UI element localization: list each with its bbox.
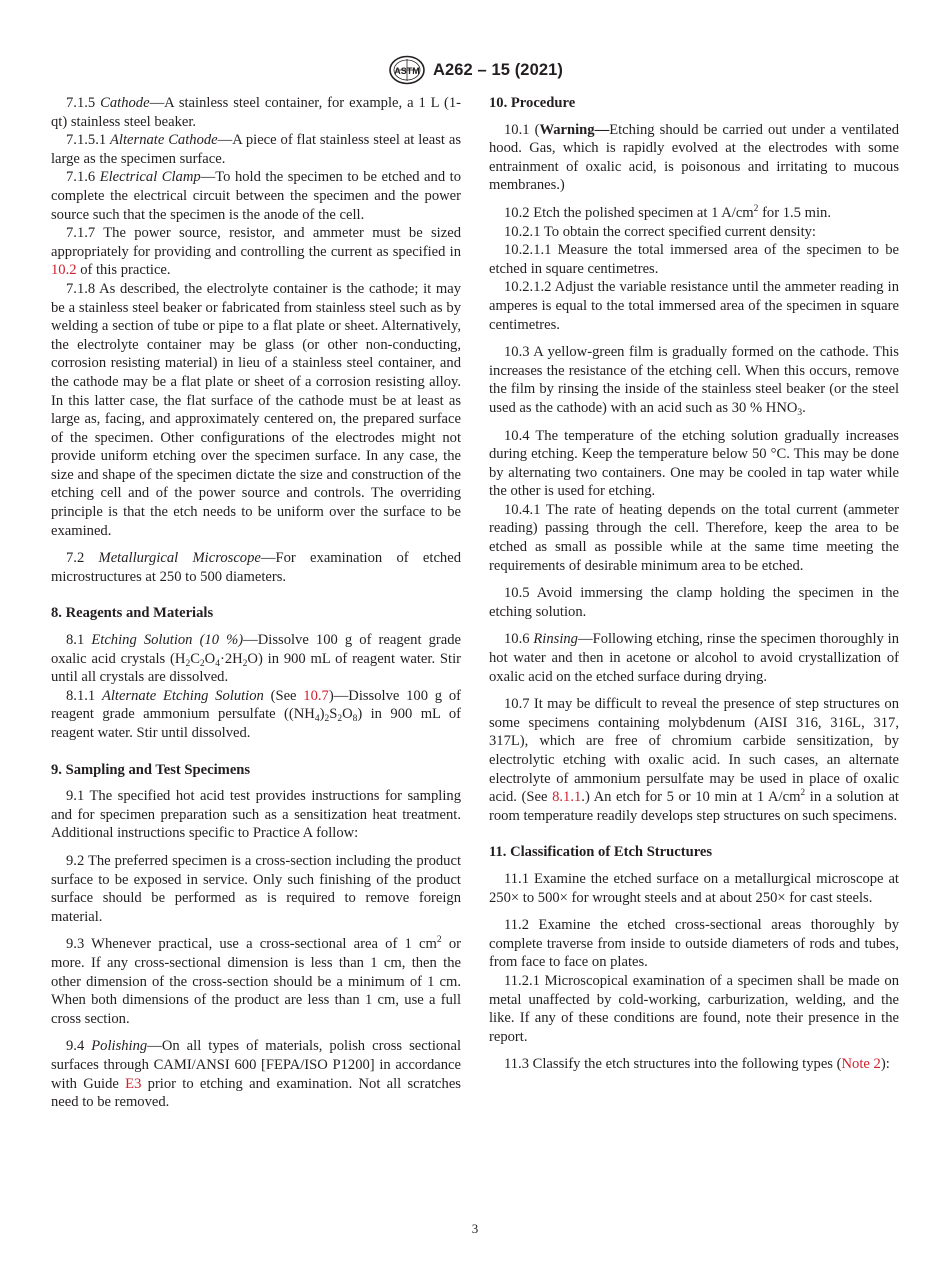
para-11-2: 11.2 Examine the etched cross-sectional areas thoroughly by complete traverse from inside to outside diameters of rods and tubes, from face to face on plates. [489, 917, 899, 971]
link-8-1-1[interactable]: 8.1.1 [552, 789, 582, 806]
page-number: 3 [471, 1221, 479, 1236]
para-10-2-1-2: 10.2.1.2 Adjust the variable resistance until the ammeter reading in amperes is equal to the total immersed area of the specimen in square centimetres. [489, 279, 899, 333]
section-9-heading: 9. Sampling and Test Specimens [51, 761, 251, 778]
section-8-heading: 8. Reagents and Materials [51, 605, 214, 622]
link-10-7[interactable]: 10.7 [303, 687, 329, 704]
para-7-1-6: 7.1.6 Electrical Clamp—To hold the specimen to be etched and to complete the electrical circuit between the specimen and the power source such that the specimen is the anode of the cell. [51, 169, 461, 223]
para-7-1-8: 7.1.8 As described, the electrolyte container is the cathode; it may be a stainless steel beaker or fabricated from stainless steel such as by welding a section of tube or pipe to a flat plate or sheet. Alternatively, the electrolyte container may be glass (or other non-conducting, corrosion resisting material) in lieu of a stainless steel container, and the cathode may be a flat plate or sheet of a corrosion resisting alloy. In this latter case, the flat surface of the cathode must be at least as large as, facing, and approximately centered on, the prepared surface of the specimen. Other configurations of the electrodes might not provide uniform etching over the specimen surface. In any case, the size and shape of the specimen dictate the size and construction of the etching cell and of the power source and controls. The overriding principle is that the etch needs to be uniform over the surface to be examined. [51, 280, 461, 539]
link-note-2[interactable]: Note 2 [841, 1056, 881, 1073]
para-7-1-7: 7.1.7 The power source, resistor, and ammeter must be sized appropriately for providing and controlling the current as specified in 10.2 of this practice. [51, 225, 461, 279]
para-10-2-1-1: 10.2.1.1 Measure the total immersed area of the specimen to be etched in square centimetres. [489, 242, 899, 277]
para-10-6: 10.6 Rinsing—Following etching, rinse the specimen thoroughly in hot water and then in acetone or alcohol to avoid crystallization of oxalic acid on the etched surface during drying. [489, 631, 899, 685]
right-column [489, 94, 899, 1074]
para-8-1: 8.1 Etching Solution (10 %)—Dissolve 100 g of reagent grade oxalic acid crystals $(H_2C_2O_4\cdot 2H_2O)$ in 900 mL of reagent water. Stir until all crystals are dissolved. [51, 632, 462, 686]
para-8-1-1: 8.1.1 Alternate Etching Solution (See 10.7)—Dissolve 100 g of reagent grade ammonium persulfate $((NH_4)_2S_2O_8)$ in 900 mL of reagent water. Stir until dissolved. [51, 687, 461, 741]
link-10-2[interactable]: 10.2 [51, 262, 77, 279]
para-11-2-1: 11.2.1 Microscopical examination of a specimen shall be made on metal unaffected by cold-working, carburization, welding, and the like. If any of these conditions are found, note their presence in the report. [489, 972, 899, 1045]
link-e3[interactable]: E3 [125, 1075, 142, 1092]
standard-designation: A262 – 15 (2021) [432, 60, 564, 79]
para-7-2: 7.2 Metallurgical Microscope—For examination of etched microstructures at 250 to 500 diameters. [51, 550, 461, 585]
logo-text: ASTM [394, 66, 420, 76]
para-7-1-5-1: 7.1.5.1 Alternate Cathode—A piece of flat stainless steel at least as large as the specimen surface. [51, 132, 461, 167]
para-10-7: 10.7 It may be difficult to reveal the presence of step structures on some specimens containing molybdenum (AISI 316, 316L, 317, 317L), which are free of chromium carbide sensitization, by electrolytic etching with oxalic acid. In such cases, an alternate electrolyte of ammonium persulfate may be used in place of oxalic acid. (See 8.1.1.) An etch for 5 or 10 min at 1 $A/cm^2$ in a solution at room temperature readily develops step structures on such specimens. [489, 696, 899, 824]
para-10-4-1: 10.4.1 The rate of heating depends on the total current (ammeter reading) passing through the cell. Therefore, keep the area to be etched as small as possible while at the same time meeting the requirements of desirable minimum area to be etched. [489, 501, 899, 574]
para-10-5: 10.5 Avoid immersing the clamp holding the specimen in the etching solution. [489, 585, 899, 620]
section-10-heading: 10. Procedure [489, 95, 576, 111]
para-10-3: 10.3 A yellow-green film is gradually formed on the cathode. This increases the resistance of the etching cell. When this occurs, remove the film by rinsing the inside of the stainless steel beaker (or the steel used as the cathode) with an acid such as 30 % $HNO_3$. [489, 344, 899, 418]
para-7-1-5: 7.1.5 Cathode—A stainless steel container, for example, a 1 L (1-qt) stainless steel beaker. [51, 95, 461, 130]
left-column [51, 94, 461, 1112]
para-9-3: 9.3 Whenever practical, use a cross-sectional area of 1 $cm^2$ or more. If any cross-sectional dimension is less than 1 cm, then the other dimension of the cross-section should be a minimum of 1 cm. When both dimensions of the product are less than 1 cm, use a full cross section. [51, 935, 461, 1027]
page-header [0, 56, 950, 84]
para-10-4: 10.4 The temperature of the etching solution gradually increases during etching. Keep the temperature below 50 °C. This may be done by alternating two containers. One may be cooled in tap water while the other is used for etching. [489, 427, 899, 500]
para-11-3: 11.3 Classify the etch structures into the following types (Note 2): [504, 1056, 890, 1073]
para-10-2-1: 10.2.1 To obtain the correct specified current density: [504, 223, 816, 240]
para-9-2: 9.2 The preferred specimen is a cross-section including the product surface to be exposed in service. Only such finishing of the product surface should be performed as is required to remove foreign material. [51, 852, 461, 925]
para-9-1: 9.1 The specified hot acid test provides instructions for sampling and for specimen preparation such as a sensitization heat treatment. Additional instructions specific to Practice A follow: [51, 788, 461, 842]
section-11-heading: 11. Classification of Etch Structures [489, 844, 713, 861]
astm-logo-icon [387, 55, 427, 85]
para-10-2: 10.2 Etch the polished specimen at 1 $A/cm^2$ for 1.5 min. [504, 203, 831, 221]
para-9-4: 9.4 Polishing—On all types of materials, polish cross sectional surfaces through CAMI/ANSI 600 [FEPA/ISO P1200] in accordance with Guide E3 prior to etching and examination. Not all scratches need to be removed. [51, 1038, 461, 1111]
para-10-1: 10.1 (Warning—Etching should be carried out under a ventilated hood. Gas, which is rapidly evolved at the electrodes with some entrainment of oxalic acid, is poisonous and irritating to mucous membranes.) [489, 121, 899, 194]
para-11-1: 11.1 Examine the etched surface on a metallurgical microscope at 250× to 500× for wrought steels and at about 250× for cast steels. [489, 870, 899, 906]
